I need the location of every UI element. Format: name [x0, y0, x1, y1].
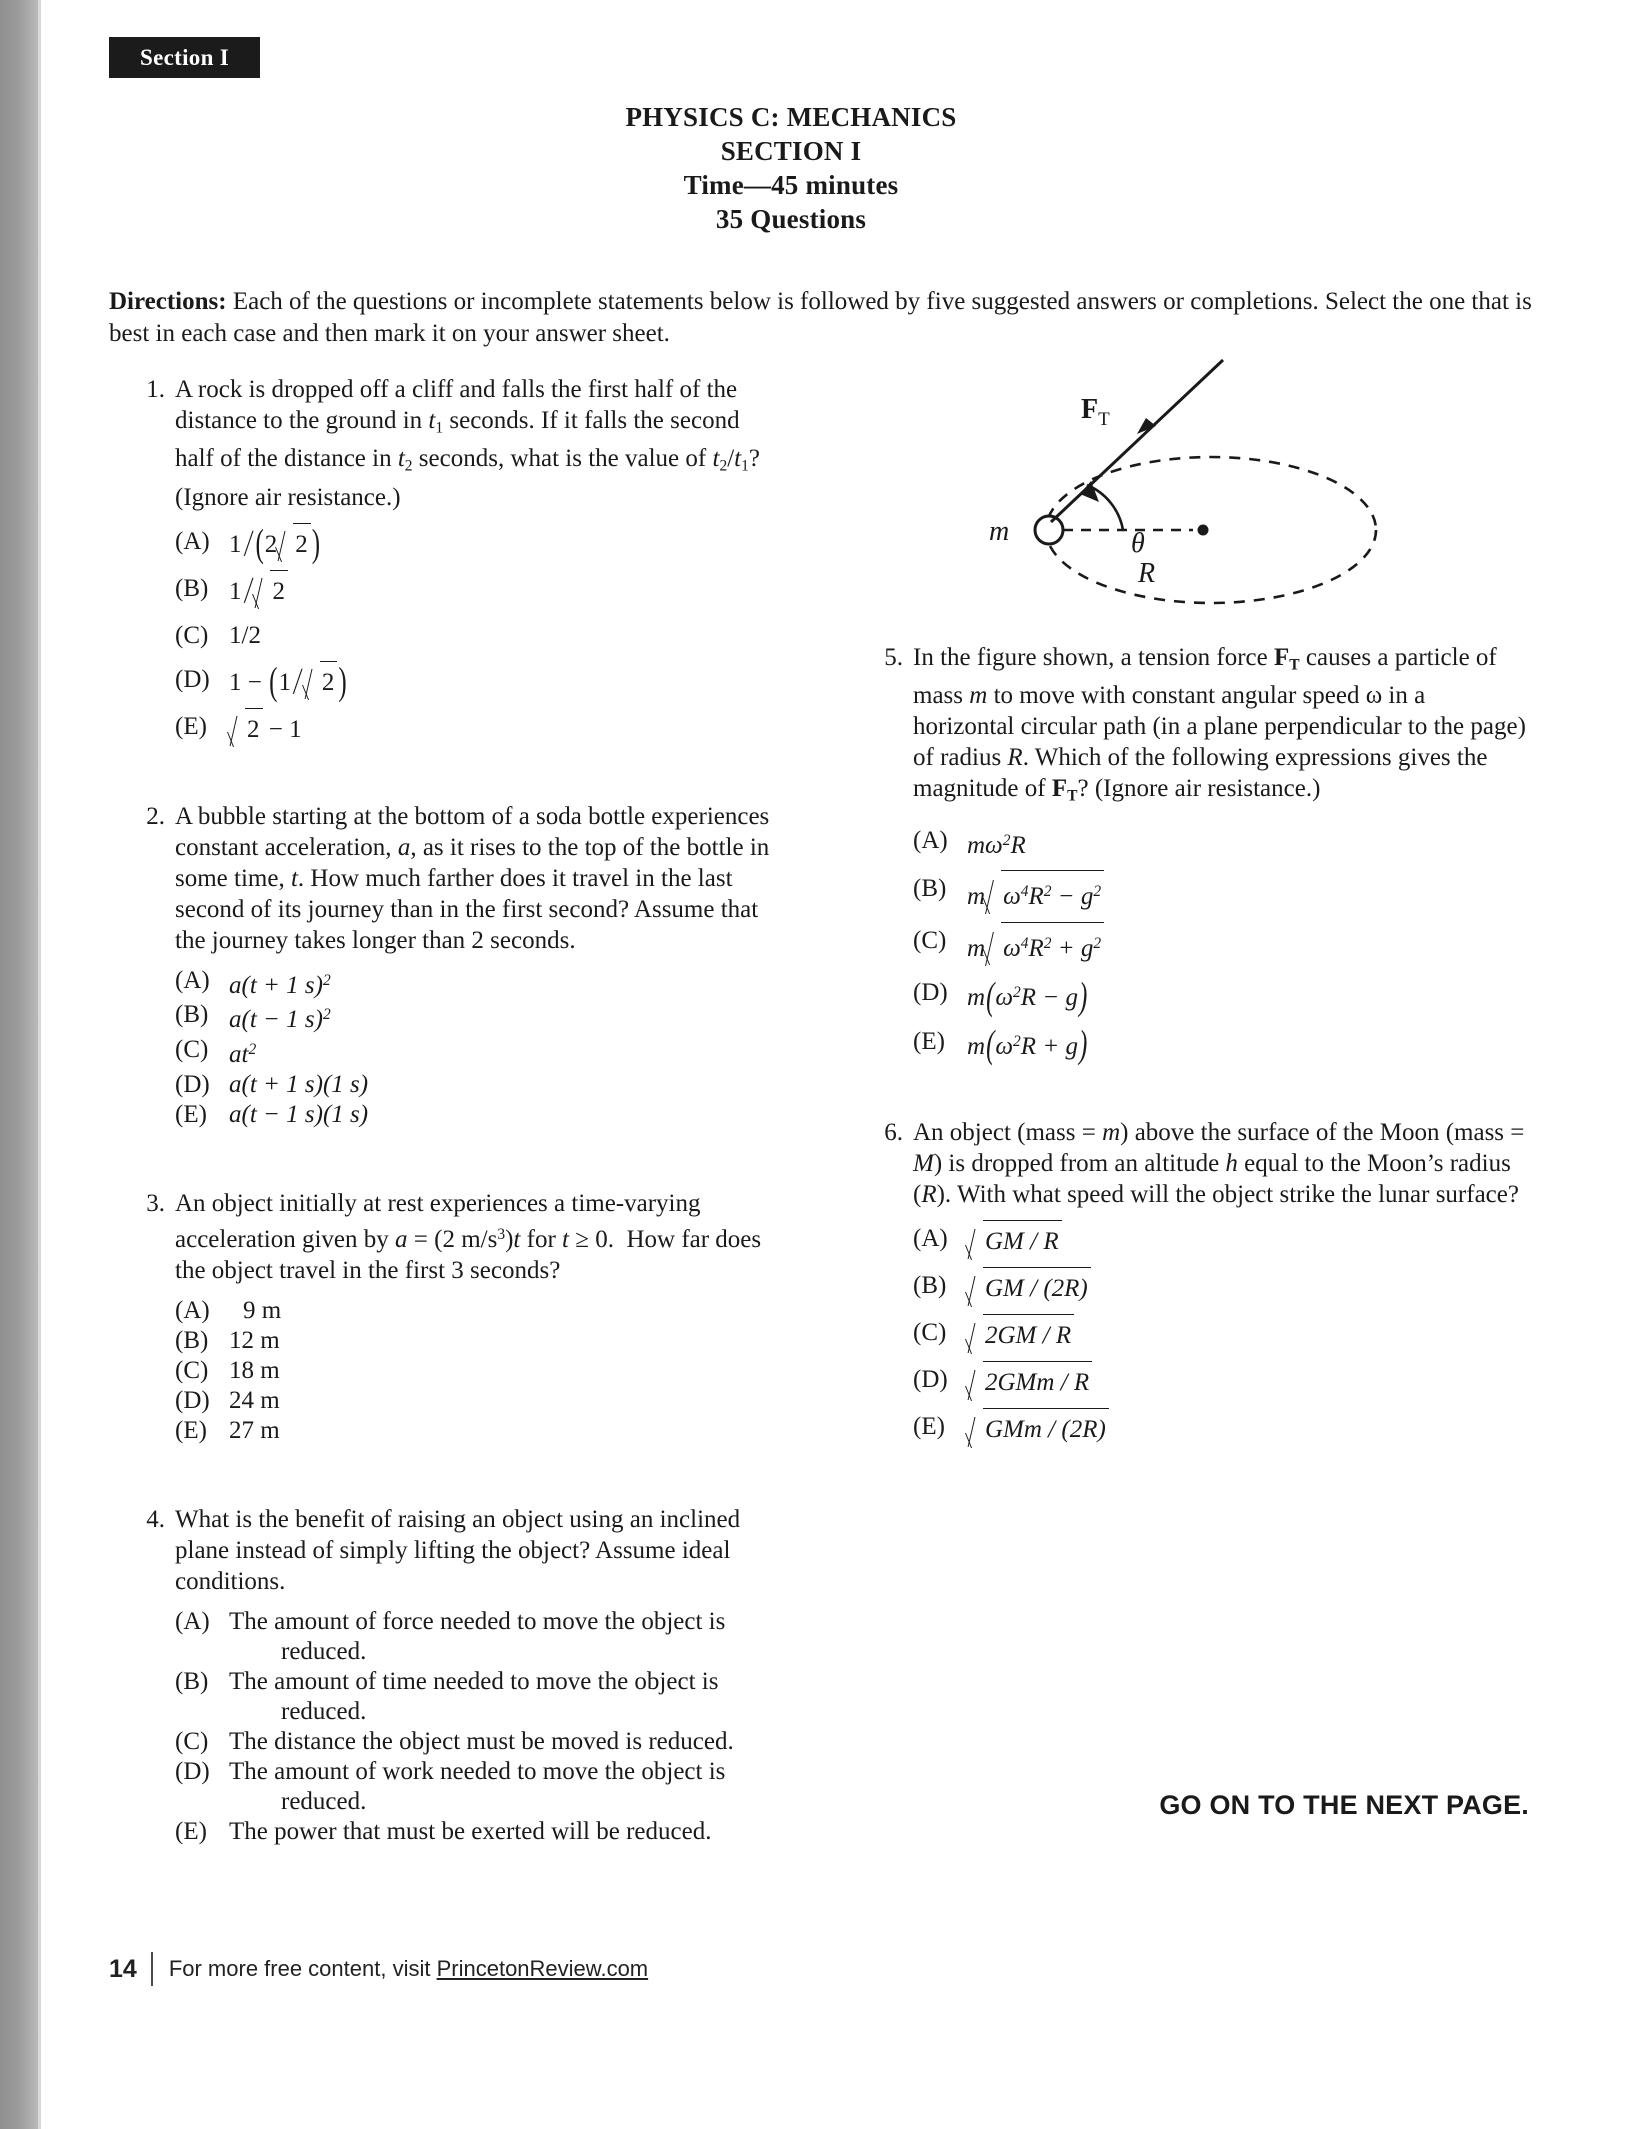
- heading-line-section: SECTION I: [720, 136, 862, 166]
- choice-1b-value: 1/ 2: [229, 570, 771, 611]
- footer-divider: [151, 1952, 153, 1986]
- choice-4b[interactable]: [175, 1667, 771, 1727]
- choice-4b-line2: reduced.: [281, 1697, 367, 1725]
- choice-3b-letter: (B): [175, 1326, 209, 1354]
- choice-3a-letter: (A): [175, 1296, 210, 1324]
- choice-1a-value: 1/(2 2 ): [229, 522, 321, 565]
- choice-1c-value: 1/2: [229, 621, 261, 649]
- directions-label: Directions:: [109, 288, 227, 315]
- choice-1e-letter: (E): [175, 712, 207, 740]
- choice-3e-letter: (E): [175, 1416, 207, 1444]
- choice-4a-line2: reduced.: [281, 1637, 367, 1665]
- center-dot: [1198, 525, 1209, 536]
- figure-label-mass: m: [989, 516, 1010, 547]
- question-4: [131, 1504, 771, 1847]
- question-4-choices: [175, 1607, 771, 1847]
- go-on-notice: GO ON TO THE NEXT PAGE.: [1159, 1790, 1529, 1820]
- choice-3c-value: 18 m: [229, 1356, 280, 1384]
- choice-3b[interactable]: [175, 1326, 771, 1356]
- choice-6c[interactable]: [913, 1314, 1529, 1355]
- choice-6a-letter: (A): [913, 1225, 948, 1253]
- choice-5a[interactable]: [913, 822, 1529, 865]
- question-6: [869, 1117, 1529, 1449]
- choice-1e[interactable]: [175, 708, 771, 749]
- figure-label-radius: R: [1138, 558, 1156, 589]
- choice-6d-letter: (D): [913, 1366, 948, 1394]
- question-2-choices: [175, 966, 771, 1130]
- question-6-choices: [913, 1220, 1529, 1449]
- choice-4d[interactable]: [175, 1757, 771, 1817]
- choice-2a[interactable]: [175, 966, 771, 1001]
- choice-1a-letter: (A): [175, 527, 210, 555]
- question-4-number: 4.: [146, 1505, 165, 1533]
- choice-4b-line1: The amount of time needed to move the object is: [229, 1667, 719, 1695]
- question-5: [869, 642, 1529, 1065]
- question-3-choices: [175, 1296, 771, 1446]
- choice-6a[interactable]: [913, 1220, 1529, 1261]
- choice-2c-value: $at^2$: [229, 1040, 257, 1068]
- choice-4d-letter: (D): [175, 1757, 210, 1785]
- choice-1d-value: 1 − (1/ 2 ): [229, 660, 347, 703]
- choice-6a-value: GM / R: [967, 1220, 1529, 1261]
- section-tab: Section I: [109, 37, 260, 78]
- choice-5d-letter: (D): [913, 978, 948, 1006]
- choice-4a-value: [229, 1607, 771, 1667]
- mass-circle: [1035, 516, 1063, 544]
- choice-2a-letter: (A): [175, 966, 210, 994]
- choice-6e-letter: (E): [913, 1413, 945, 1441]
- question-4-text: What is the benefit of raising an object using an inclined plane instead of simply lifting the object? Assume ideal conditions.: [175, 1505, 741, 1595]
- choice-3a[interactable]: [175, 1296, 771, 1326]
- choice-6b-letter: (B): [913, 1272, 947, 1300]
- figure-circular-motion: [941, 330, 1501, 650]
- choice-1d-letter: (D): [175, 665, 210, 693]
- choice-4a-letter: (A): [175, 1607, 210, 1635]
- choice-5e[interactable]: [913, 1023, 1529, 1066]
- choice-6b[interactable]: [913, 1267, 1529, 1308]
- question-1: [131, 374, 771, 749]
- choice-4d-line1: The amount of work needed to move the object is: [229, 1757, 726, 1785]
- choice-5c-value: m $\omega^4R^2 + g^2$: [967, 922, 1529, 968]
- question-1-choices: [175, 523, 771, 749]
- choice-1b-letter: (B): [175, 574, 209, 602]
- question-2-text: A bubble starting at the bottom of a soda bottle experiences constant acceleration, a, as it rises to the top of the bottle in some time, t. How much farther does it travel in the last second of its journey than in the first second? Assume that the journey takes longer than 2 seconds.: [175, 802, 770, 954]
- choice-5e-letter: (E): [913, 1027, 945, 1055]
- page-gutter-gray-bar: [0, 0, 38, 2129]
- choice-5a-letter: (A): [913, 826, 948, 854]
- heading-line-time: Time—45 minutes: [683, 170, 899, 200]
- choice-5d-value: $m(\omega^2R - g)$: [967, 975, 1088, 1018]
- page-content: [41, 0, 1641, 2129]
- choice-2c[interactable]: [175, 1035, 771, 1070]
- column-left: [131, 374, 771, 1877]
- choice-5d[interactable]: [913, 974, 1529, 1017]
- exam-heading: [41, 100, 1541, 236]
- choice-2e[interactable]: [175, 1100, 771, 1130]
- choice-2d-letter: (D): [175, 1070, 210, 1098]
- choice-1b[interactable]: [175, 570, 771, 611]
- choice-4b-value: [229, 1667, 771, 1727]
- choice-1c[interactable]: [175, 617, 771, 655]
- question-6-text: An object (mass = m) above the surface of the Moon (mass = M) is dropped from an altitude h equal to the Moon’s radius (R). With what speed will the object strike the lunar surface?: [913, 1119, 1525, 1209]
- question-5-choices: [913, 822, 1529, 1066]
- choice-4c-letter: (C): [175, 1727, 209, 1755]
- choice-2d-value: a(t + 1 s)(1 s): [229, 1070, 369, 1098]
- figure-svg: [941, 330, 1501, 650]
- choice-4b-letter: (B): [175, 1667, 209, 1695]
- choice-2c-letter: (C): [175, 1036, 209, 1064]
- choice-2e-letter: (E): [175, 1100, 207, 1128]
- question-5-number: 5.: [884, 644, 903, 671]
- choice-3b-value: 12 m: [229, 1326, 280, 1354]
- column-right: [869, 642, 1529, 1479]
- question-1-text: A rock is dropped off a cliff and falls the first half of the distance to the ground in $t_1$ seconds. If it falls the second half of the distance in $t_2$ seconds, what is the value of $t_2/t_1$? (Ignore air resistance.): [175, 376, 767, 511]
- choice-6e-value: GMm / (2R): [967, 1408, 1529, 1449]
- choice-3c-letter: (C): [175, 1356, 209, 1384]
- choice-1a[interactable]: [175, 523, 771, 564]
- choice-5c-letter: (C): [913, 927, 947, 955]
- choice-1e-value: 2 − 1: [229, 708, 771, 749]
- choice-4a[interactable]: [175, 1607, 771, 1667]
- footer-text: For more free content, visit: [168, 1956, 431, 1981]
- heading-line-questions: 35 Questions: [715, 204, 867, 234]
- choice-1d[interactable]: [175, 661, 771, 702]
- choice-4e-letter: (E): [175, 1817, 207, 1845]
- question-1-number: 1.: [146, 376, 165, 403]
- choice-2a-value: a(t + 1 s)$^2$: [229, 971, 331, 999]
- choice-4a-line1: The amount of force needed to move the object is: [229, 1607, 726, 1635]
- figure-label-theta: θ: [1131, 528, 1145, 559]
- choice-3d[interactable]: [175, 1386, 771, 1416]
- figure-label-force: $F_T$: [1081, 394, 1110, 430]
- directions-body: Each of the questions or incomplete statements below is followed by five suggested answers or completions. Select the one that is best in each case and then mark it on your answer sheet.: [109, 288, 1532, 347]
- choice-6b-value: GM / (2R): [967, 1267, 1529, 1308]
- choice-3a-value: 9 m: [243, 1296, 282, 1324]
- choice-3c[interactable]: [175, 1356, 771, 1386]
- choice-6d[interactable]: [913, 1361, 1529, 1402]
- question-3-text: An object initially at rest experiences a time-varying acceleration given by a = (2 $m/s^3)t$ for t ≥ 0. How far does the object travel in the first 3 seconds?: [175, 1189, 762, 1284]
- choice-5e-value: $m(\omega^2R + g)$: [967, 1024, 1088, 1067]
- choice-1c-letter: (C): [175, 621, 209, 649]
- choice-4d-line2: reduced.: [281, 1787, 367, 1815]
- question-6-number: 6.: [884, 1119, 903, 1147]
- choice-5a-value: $m\omega^2R$: [967, 831, 1026, 859]
- choice-3e-value: 27 m: [229, 1416, 280, 1444]
- choice-4e-value: The power that must be exerted will be reduced.: [229, 1817, 712, 1845]
- page-footer: [109, 1952, 648, 1986]
- choice-5c[interactable]: [913, 922, 1529, 968]
- tension-force-line: [1051, 360, 1223, 522]
- choice-2b-value: a(t − 1 s)$^2$: [229, 1006, 331, 1034]
- choice-6e[interactable]: [913, 1408, 1529, 1449]
- question-3: [131, 1188, 771, 1446]
- choice-3d-value: 24 m: [229, 1386, 280, 1414]
- choice-5b-letter: (B): [913, 875, 947, 903]
- footer-link[interactable]: PrincetonReview.com: [436, 1956, 649, 1981]
- choice-3e[interactable]: [175, 1416, 771, 1446]
- choice-2b-letter: (B): [175, 1001, 209, 1029]
- choice-2b[interactable]: [175, 1000, 771, 1035]
- choice-2d[interactable]: [175, 1070, 771, 1100]
- choice-6c-letter: (C): [913, 1319, 947, 1347]
- choice-4d-value: [229, 1757, 771, 1817]
- choice-4c[interactable]: [175, 1727, 771, 1757]
- choice-2e-value: a(t − 1 s)(1 s): [229, 1100, 369, 1128]
- choice-4e[interactable]: [175, 1817, 771, 1847]
- choice-5b-value: m $\omega^4R^2 - g^2$: [967, 870, 1529, 916]
- choice-5b[interactable]: [913, 870, 1529, 916]
- heading-line-subject: PHYSICS C: MECHANICS: [625, 102, 957, 132]
- choice-6c-value: 2GM / R: [967, 1314, 1529, 1355]
- question-2: [131, 801, 771, 1130]
- choice-3d-letter: (D): [175, 1386, 210, 1414]
- footer-page-number: 14: [109, 1954, 137, 1983]
- choice-4c-value: The distance the object must be moved is reduced.: [229, 1727, 734, 1755]
- choice-6d-value: 2GMm / R: [967, 1361, 1529, 1402]
- question-2-number: 2.: [146, 802, 165, 830]
- question-3-number: 3.: [146, 1189, 165, 1217]
- question-5-text: In the figure shown, a tension force $F_T$ causes a particle of mass m to move with constant angular speed ω in a horizontal circular path (in a plane perpendicular to the page) of radius R. Which of the following expressions gives the magnitude of $F_T$? (Ignore air resistance.): [913, 644, 1526, 805]
